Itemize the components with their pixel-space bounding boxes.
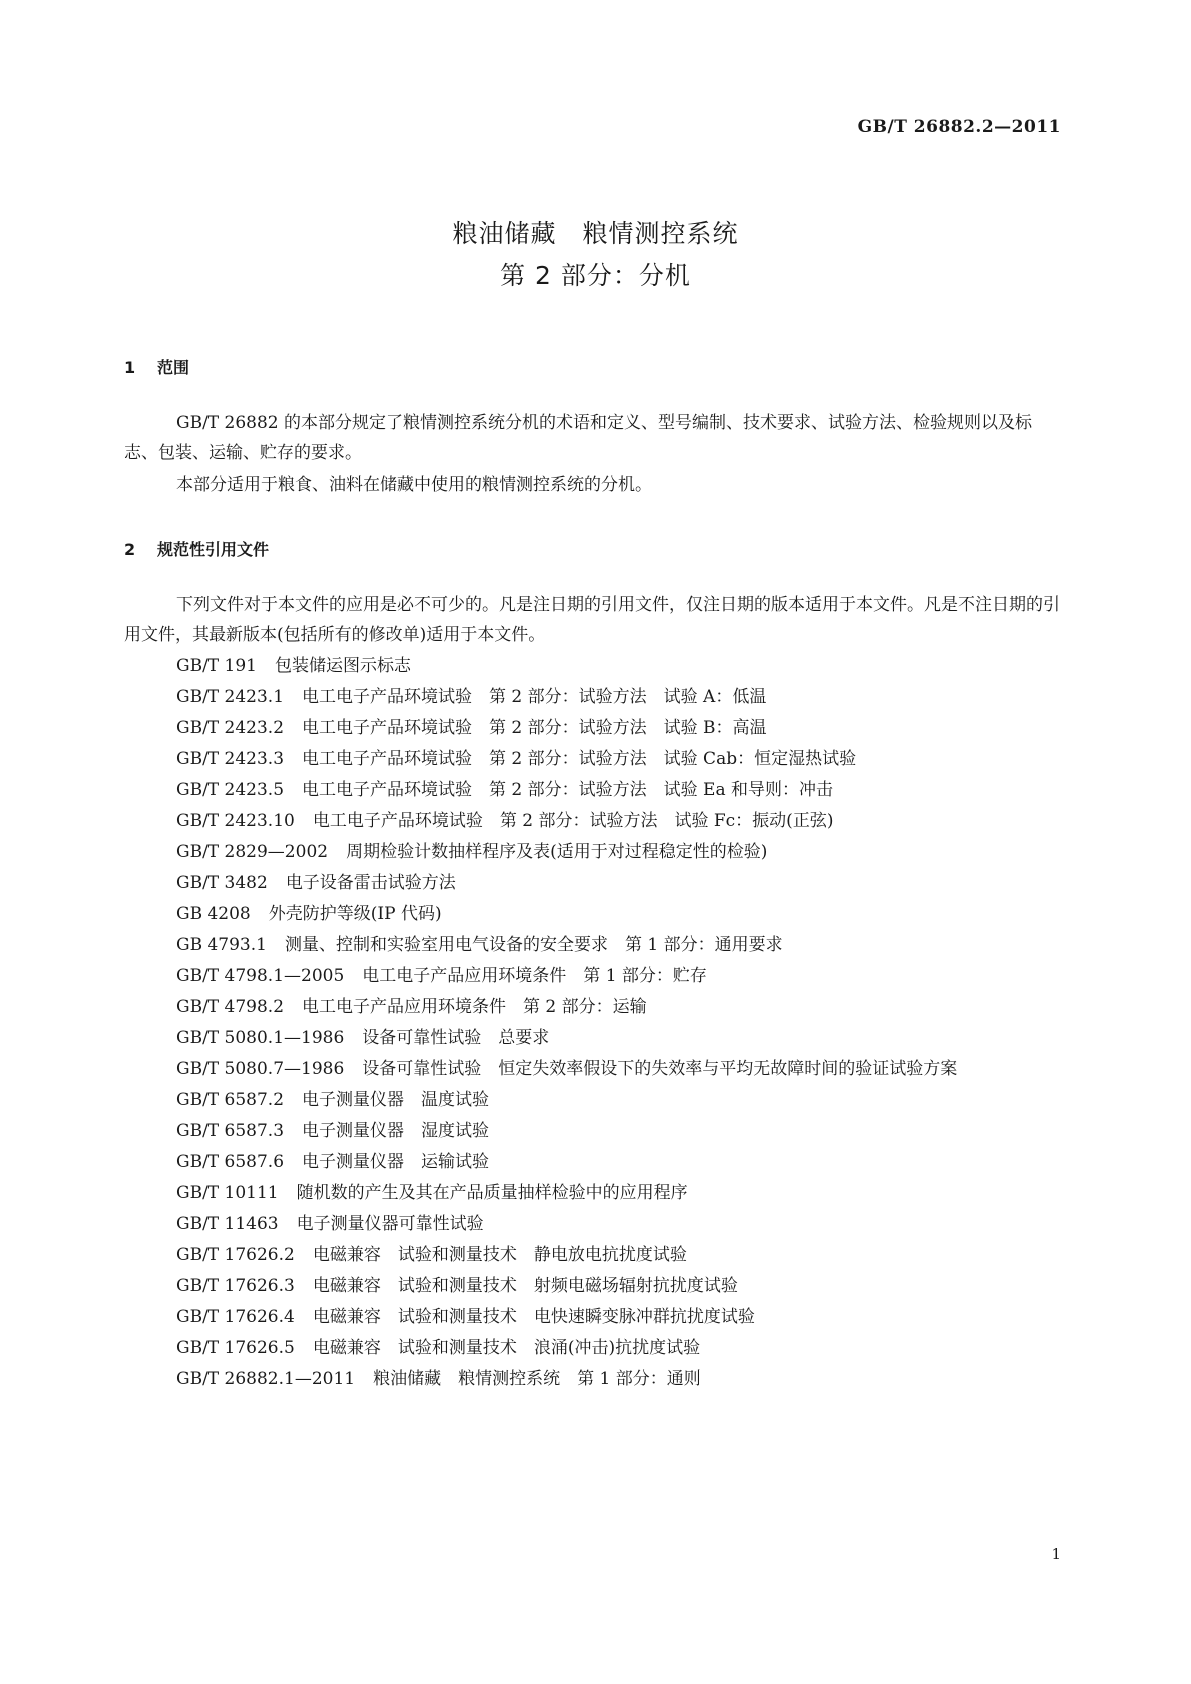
title-line-2: 第 2 部分：分机 — [500, 261, 691, 290]
reference-code: GB/T 6587.3 — [176, 1121, 285, 1141]
reference-title: 电子测量仪器 温度试验 — [302, 1090, 490, 1110]
reference-code: GB/T 2423.10 — [176, 811, 295, 831]
reference-item — [124, 1302, 1064, 1333]
reference-item — [124, 961, 1064, 992]
reference-title: 设备可靠性试验 恒定失效率假设下的失效率与平均无故障时间的验证试验方案 — [362, 1059, 958, 1079]
reference-title: 电子设备雷击试验方法 — [285, 873, 456, 893]
reference-title: 电工电子产品应用环境条件 第 1 部分：贮存 — [362, 966, 707, 986]
reference-code: GB/T 2829—2002 — [176, 842, 329, 862]
section-1-paragraph-2 — [124, 470, 1064, 500]
reference-code: GB 4793.1 — [176, 935, 267, 955]
reference-code: GB/T 2423.1 — [176, 687, 285, 707]
reference-item — [124, 1240, 1064, 1271]
reference-code: GB/T 5080.1—1986 — [176, 1028, 345, 1048]
section-1-paragraph-1 — [124, 408, 1064, 468]
reference-item — [124, 1333, 1064, 1364]
reference-item — [124, 1147, 1064, 1178]
reference-code: GB/T 6587.2 — [176, 1090, 285, 1110]
title-part-b: 粮情测控系统 — [582, 219, 739, 248]
reference-title: 电工电子产品环境试验 第 2 部分：试验方法 试验 Ea 和导则：冲击 — [302, 780, 834, 800]
reference-code: GB/T 17626.2 — [176, 1245, 295, 1265]
reference-code: GB/T 26882.1—2011 — [176, 1369, 356, 1389]
section-2-intro-text: 下列文件对于本文件的应用是必不可少的。凡是注日期的引用文件，仅注日期的版本适用于本文件。凡是不注日期的引用文件，其最新版本(包括所有的修改单)适用于本文件。 — [124, 595, 1060, 645]
reference-title: 电磁兼容 试验和测量技术 电快速瞬变脉冲群抗扰度试验 — [312, 1307, 755, 1327]
reference-title: 随机数的产生及其在产品质量抽样检验中的应用程序 — [296, 1183, 688, 1203]
reference-title: 电工电子产品环境试验 第 2 部分：试验方法 试验 Fc：振动(正弦) — [312, 811, 834, 831]
reference-item — [124, 1209, 1064, 1240]
reference-code: GB/T 4798.2 — [176, 997, 285, 1017]
section-1-number: 1 — [124, 358, 136, 377]
normative-references-list — [124, 651, 1064, 1395]
reference-title: 电磁兼容 试验和测量技术 浪涌(冲击)抗扰度试验 — [312, 1338, 701, 1358]
reference-code: GB/T 5080.7—1986 — [176, 1059, 345, 1079]
title-line-1 — [0, 213, 1191, 255]
reference-item — [124, 682, 1064, 713]
reference-title: 电工电子产品应用环境条件 第 2 部分：运输 — [302, 997, 647, 1017]
reference-item — [124, 1085, 1064, 1116]
reference-title: 设备可靠性试验 总要求 — [362, 1028, 550, 1048]
reference-title: 粮油储藏 粮情测控系统 第 1 部分：通则 — [373, 1369, 701, 1389]
section-1-title: 范围 — [157, 358, 190, 377]
section-1-paragraph-1-text: GB/T 26882 的本部分规定了粮情测控系统分机的术语和定义、型号编制、技术要求、试验方法、检验规则以及标志、包装、运输、贮存的要求。 — [124, 413, 1033, 463]
reference-title: 包装储运图示标志 — [275, 656, 411, 676]
reference-item — [124, 744, 1064, 775]
reference-title: 外壳防护等级(IP 代码) — [268, 904, 442, 924]
reference-title: 电子测量仪器 运输试验 — [302, 1152, 490, 1172]
document-title — [0, 213, 1191, 297]
reference-item — [124, 806, 1064, 837]
reference-code: GB 4208 — [176, 904, 251, 924]
reference-item — [124, 868, 1064, 899]
reference-item — [124, 992, 1064, 1023]
reference-item — [124, 899, 1064, 930]
section-2-intro — [124, 590, 1064, 650]
standard-number: GB/T 26882.2—2011 — [857, 117, 1061, 137]
reference-title: 电磁兼容 试验和测量技术 射频电磁场辐射抗扰度试验 — [312, 1276, 738, 1296]
reference-item — [124, 713, 1064, 744]
reference-title: 电磁兼容 试验和测量技术 静电放电抗扰度试验 — [312, 1245, 687, 1265]
reference-item — [124, 837, 1064, 868]
reference-code: GB/T 10111 — [176, 1183, 279, 1203]
section-1-paragraph-2-text: 本部分适用于粮食、油料在储藏中使用的粮情测控系统的分机。 — [176, 475, 652, 495]
section-2-heading — [124, 537, 269, 560]
reference-item — [124, 651, 1064, 682]
reference-title: 电工电子产品环境试验 第 2 部分：试验方法 试验 A：低温 — [302, 687, 767, 707]
reference-item — [124, 1271, 1064, 1302]
reference-item — [124, 1023, 1064, 1054]
reference-title: 电子测量仪器可靠性试验 — [296, 1214, 484, 1234]
reference-code: GB/T 17626.5 — [176, 1338, 295, 1358]
reference-code: GB/T 3482 — [176, 873, 268, 893]
reference-title: 电工电子产品环境试验 第 2 部分：试验方法 试验 B：高温 — [302, 718, 767, 738]
reference-code: GB/T 17626.4 — [176, 1307, 295, 1327]
reference-title: 电子测量仪器 湿度试验 — [302, 1121, 490, 1141]
reference-item — [124, 1054, 1064, 1085]
reference-code: GB/T 2423.5 — [176, 780, 285, 800]
reference-item — [124, 1116, 1064, 1147]
reference-item — [124, 930, 1064, 961]
reference-item — [124, 1364, 1064, 1395]
reference-code: GB/T 4798.1—2005 — [176, 966, 345, 986]
reference-title: 测量、控制和实验室用电气设备的安全要求 第 1 部分：通用要求 — [284, 935, 783, 955]
section-2-number: 2 — [124, 540, 136, 559]
reference-code: GB/T 191 — [176, 656, 257, 676]
page-number: 1 — [1051, 1545, 1061, 1563]
reference-title: 周期检验计数抽样程序及表(适用于对过程稳定性的检验) — [346, 842, 768, 862]
reference-code: GB/T 6587.6 — [176, 1152, 285, 1172]
section-2-title: 规范性引用文件 — [157, 540, 270, 559]
title-part-a: 粮油储藏 — [452, 219, 557, 248]
reference-code: GB/T 2423.3 — [176, 749, 285, 769]
reference-code: GB/T 17626.3 — [176, 1276, 295, 1296]
reference-item — [124, 775, 1064, 806]
reference-title: 电工电子产品环境试验 第 2 部分：试验方法 试验 Cab：恒定湿热试验 — [302, 749, 857, 769]
reference-item — [124, 1178, 1064, 1209]
reference-code: GB/T 2423.2 — [176, 718, 285, 738]
section-1-heading — [124, 355, 189, 378]
reference-code: GB/T 11463 — [176, 1214, 279, 1234]
